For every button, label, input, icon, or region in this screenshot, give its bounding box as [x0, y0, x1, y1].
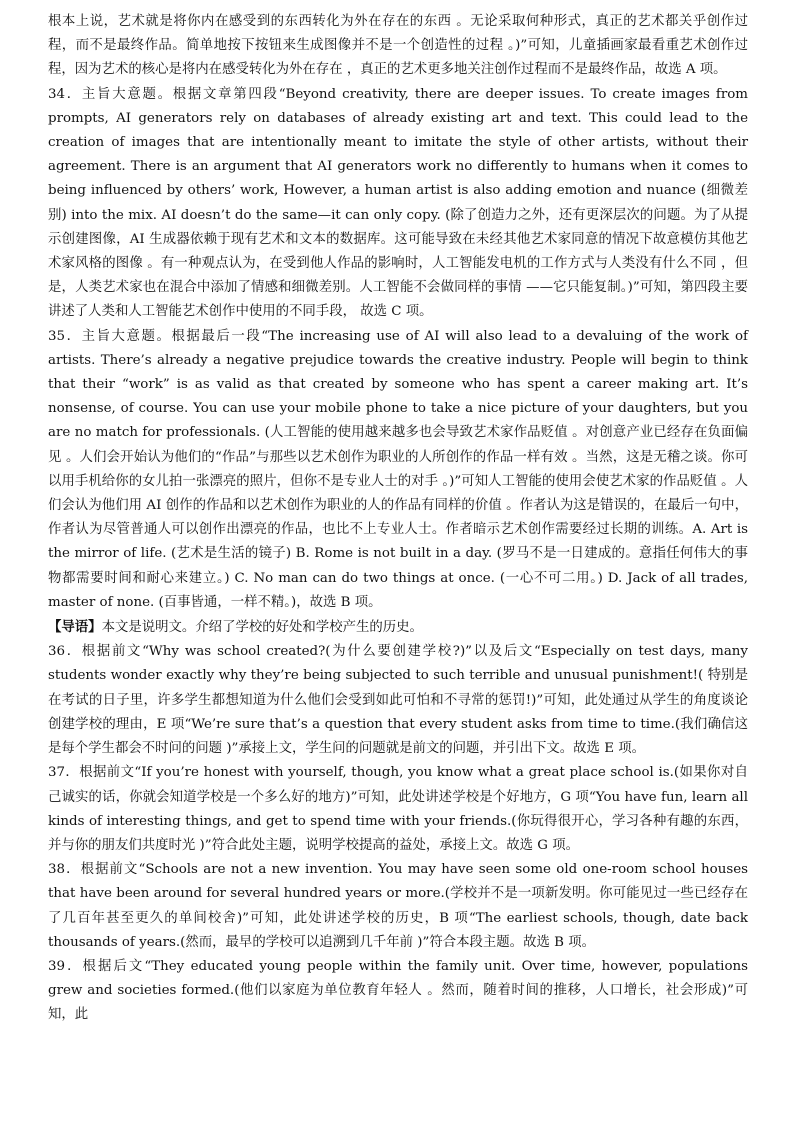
- paragraph-question-34: 34．主旨大意题。根据文章第四段“Beyond creativity, there are deeper issues. To create images from prompts, AI generators rely on databases of already existing art and text. This could lead to the creation of images that are intentionally meant to imitate the style of other artists, without their agreement. There is an argument that AI generators work no differently to humans when it comes to being influenced by others’ work, However, a human artist is also adding emotion and nuance (细微差别) into the mix. AI doesn’t do the same—it can only copy. (除了创造力之外，还有更深层次的问题。为了从提示创建图像，AI 生成器依赖于现有艺术和文本的数据库。这可能导致在未经其他艺术家同意的情况下故意模仿其他艺术家风格的图像 。有一种观点认为，在受到他人作品的影响时，人工智能发电机的工作方式与人类没有什么不同 ，但是，人类艺术家也在混合中添加了情感和细微差别。人工智能不会做同样的事情 ——它只能复制。)”可知，第四段主要讲述了人类和人工智能艺术创作中使用的不同手段， 故选 C 项。: [48, 86, 748, 320]
- paragraph-question-37: 37．根据前文“If you’re honest with yourself, though, you know what a great place school is.(如果你对自己诚实的话，你就会知道学校是一个多么好的地方)”可知，此处讲述学校是个好地方，G 项“You have fun, learn all kinds of interesting things, and get to spend time with your friends.(你玩得很开心，学习各种有趣的东西，并与你的朋友们共度时光 )”符合此处主题，说明学校提高的益处，承接上文。故选 G 项。: [48, 765, 748, 853]
- document-body: [48, 10, 748, 1028]
- paragraph-question-39: 39．根据后文“They educated young people within the family unit. Over time, however, populations grew and societies formed.(他们以家庭为单位教育年轻人 。然而，随着时间的推移，人口增长，社会形成)”可知，此: [48, 958, 748, 1023]
- paragraph-intro-guide: 【导语】本文是说明文。介绍了学校的好处和学校产生的历史。: [48, 619, 423, 636]
- paragraph-33-conclusion: 根本上说，艺术就是将你内在感受到的东西转化为外在存在的东西 。无论采取何种形式，真正的艺术都关乎创作过程，而不是最终作品。简单地按下按钮来生成图像并不是一个创造性的过程 。)”可知，儿童插画家最看重艺术创作过程，因为艺术的核心是将内在感受转化为外在存在 ，真正的艺术更多地关注创作过程而不是最终作品，故选 A 项。: [48, 14, 748, 78]
- paragraph-question-36: 36．根据前文“Why was school created?(为什么要创建学校?)”以及后文“Especially on test days, many students wonder exactly why they’re being subjected to such terrible and unusual punishment!( 特别是在考试的日子里，许多学生都想知道为什么他们会受到如此可怕和不寻常的惩罚!)”可知，此处通过从学生的角度谈论创建学校的理由，E 项“We’re sure that’s a question that every student asks from time to time.(我们确信这是每个学生都会不时问的问题 )”承接上文，学生问的问题就是前文的问题，并引出下文。故选 E 项。: [48, 644, 748, 757]
- paragraph-question-38: 38．根据前文“Schools are not a new invention. You may have seen some old one-room school houses that have been around for several hundred years or more.(学校并不是一项新发明。你可能见过一些已经存在了几百年甚至更久的单间校舍)”可知，此处讲述学校的历史，B 项“The earliest schools, though, date back thousands of years.(然而，最早的学校可以追溯到几千年前 )”符合本段主题。故选 B 项。: [48, 862, 748, 950]
- paragraph-question-35: 35．主旨大意题。根据最后一段“The increasing use of AI will also lead to a devaluing of the work of artists. There’s already a negative prejudice towards the creative industry. People will begin to think that their “work” is as valid as that created by someone who has spent a career making art. It’s nonsense, of course. You can use your mobile phone to take a nice picture of your daughters, but you are no match for professionals. (人工智能的使用越来越多也会导致艺术家作品贬值 。对创意产业已经存在负面偏见 。人们会开始认为他们的“作品”与那些以艺术创作为职业的人所创作的作品一样有效 。当然，这是无稽之谈。你可以用手机给你的女儿拍一张漂亮的照片，但你不是专业人士的对手 。)”可知人工智能的使用会使艺术家的作品贬值 。人们会认为他们用 AI 创作的作品和以艺术创作为职业的人的作品有同样的价值 。作者认为这是错误的，在最后一句中，作者认为尽管普通人可以创作出漂亮的作品，也比不上专业人士。作者暗示艺术创作需要经过长期的训练。A. Art is the mirror of life. (艺术是生活的镜子) B. Rome is not built in a day. (罗马不是一日建成的。意指任何伟大的事物都需要时间和耐心来建立。) C. No man can do two things at once. (一心不可二用。) D. Jack of all trades, master of none. (百事皆通，一样不精。)，故选 B 项。: [48, 328, 748, 610]
- guide-marker: 【导语】: [48, 619, 102, 636]
